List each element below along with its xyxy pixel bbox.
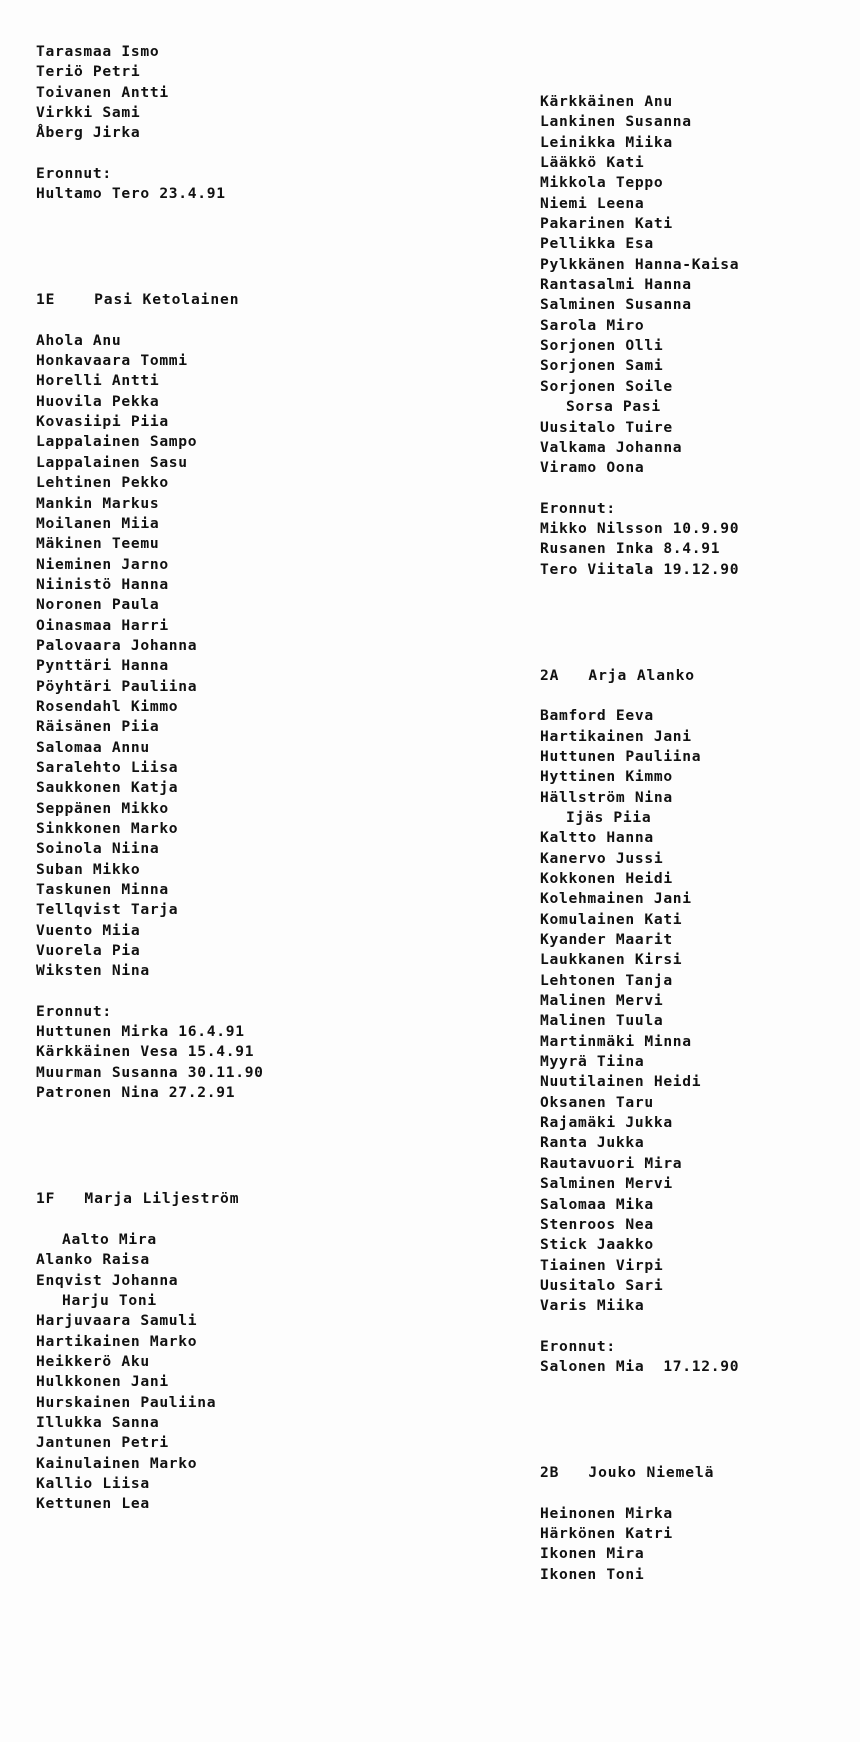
student-name: Malinen Tuula	[540, 1012, 664, 1030]
name-list	[540, 706, 860, 1316]
student-name: Sorjonen Soile	[540, 377, 673, 395]
student-name: Mankin Markus	[36, 494, 160, 512]
student-name: Hartikainen Marko	[36, 1332, 198, 1350]
vertical-gap	[36, 204, 456, 290]
student-name: Nieminen Jarno	[36, 555, 169, 573]
vertical-gap	[540, 686, 860, 706]
vertical-gap	[540, 1317, 860, 1337]
student-name: Aalto Mira	[62, 1230, 157, 1248]
student-name: Niemi Leena	[540, 194, 645, 212]
student-name: Harjuvaara Samuli	[36, 1312, 198, 1330]
right-column	[540, 0, 860, 1585]
resigned-label: Eronnut:	[36, 1002, 112, 1020]
vertical-gap	[36, 311, 456, 331]
name-list	[540, 1357, 860, 1377]
student-name: Lankinen Susanna	[540, 113, 692, 131]
student-name: Rautavuori Mira	[540, 1154, 683, 1172]
class-heading: 1E Pasi Ketolainen	[36, 291, 240, 309]
student-name: Lehtinen Pekko	[36, 474, 169, 492]
student-name: Seppänen Mikko	[36, 799, 169, 817]
name-list	[36, 1230, 456, 1515]
student-name: Mikkola Teppo	[540, 174, 664, 192]
vertical-gap	[36, 1210, 456, 1230]
student-name: Salminen Mervi	[540, 1175, 673, 1193]
resigned-label: Eronnut:	[540, 499, 616, 517]
student-name: Tarasmaa Ismo	[36, 43, 160, 60]
name-list	[540, 519, 860, 580]
student-name: Rantasalmi Hanna	[540, 276, 692, 294]
student-name: Noronen Paula	[36, 596, 160, 614]
resigned-entry: Tero Viitala 19.12.90	[540, 560, 740, 578]
student-name: Pellikka Esa	[540, 235, 654, 253]
class-heading: 1F Marja Liljeström	[36, 1190, 240, 1208]
student-name: Komulainen Kati	[540, 910, 683, 928]
student-name: Heikkerö Aku	[36, 1352, 150, 1370]
class-section	[540, 580, 860, 1317]
student-name: Stenroos Nea	[540, 1215, 654, 1233]
student-name: Viramo Oona	[540, 459, 645, 477]
student-name: Vuorela Pia	[36, 942, 141, 960]
student-name: Sinkkonen Marko	[36, 820, 179, 837]
student-name: Kettunen Lea	[36, 1495, 150, 1513]
student-name: Hulkkonen Jani	[36, 1373, 169, 1391]
name-list-continuation	[540, 92, 860, 479]
student-name: Uusitalo Sari	[540, 1276, 664, 1294]
student-name: Horelli Antti	[36, 372, 160, 390]
student-name: Rosendahl Kimmo	[36, 697, 179, 715]
student-name: Ahola Anu	[36, 331, 122, 349]
student-name: Härkönen Katri	[540, 1524, 673, 1542]
student-name: Hurskainen Pauliina	[36, 1393, 217, 1411]
vertical-gap	[540, 1484, 860, 1504]
student-name: Toivanen Antti	[36, 83, 169, 101]
student-name: Leinikka Miika	[540, 133, 673, 151]
vertical-gap	[540, 580, 860, 666]
student-name: Pynttäri Hanna	[36, 657, 169, 675]
resigned-entry: Mikko Nilsson 10.9.90	[540, 519, 740, 537]
student-name: Virkki Sami	[36, 104, 141, 122]
student-name: Kaltto Hanna	[540, 829, 654, 847]
resigned-entry: Patronen Nina 27.2.91	[36, 1084, 236, 1102]
student-name: Ijäs Piia	[566, 808, 652, 826]
resigned-entry: Hultamo Tero 23.4.91	[36, 185, 226, 203]
name-list	[36, 1022, 456, 1103]
name-list	[540, 92, 860, 479]
student-name: Lappalainen Sasu	[36, 453, 188, 471]
student-name: Honkavaara Tommi	[36, 352, 188, 370]
resigned-label: Eronnut:	[540, 1337, 616, 1355]
resigned-entry: Muurman Susanna 30.11.90	[36, 1063, 264, 1081]
student-name: Pakarinen Kati	[540, 215, 673, 233]
student-name: Hartikainen Jani	[540, 727, 692, 745]
student-name: Pylkkänen Hanna-Kaisa	[540, 255, 740, 273]
student-name: Salminen Susanna	[540, 296, 692, 314]
student-name: Suban Mikko	[36, 860, 141, 878]
student-name: Hällström Nina	[540, 788, 673, 806]
student-name: Sorjonen Olli	[540, 337, 664, 355]
student-name: Kallio Liisa	[36, 1474, 150, 1492]
student-name: Oinasmaa Harri	[36, 616, 169, 634]
student-name: Sorsa Pasi	[566, 398, 661, 416]
student-name: Kainulainen Marko	[36, 1454, 198, 1472]
class-section	[540, 1377, 860, 1585]
student-name: Kovasiipi Piia	[36, 413, 169, 431]
name-list	[36, 184, 456, 204]
student-name: Teriö Petri	[36, 63, 141, 81]
student-name: Ikonen Toni	[540, 1565, 645, 1583]
student-name: Illukka Sanna	[36, 1413, 160, 1431]
student-name: Kanervo Jussi	[540, 849, 664, 867]
student-name: Saralehto Liisa	[36, 758, 179, 776]
student-name: Sorjonen Sami	[540, 357, 664, 375]
student-name: Harju Toni	[62, 1291, 157, 1309]
student-name: Ranta Jukka	[540, 1134, 645, 1152]
class-section	[36, 204, 456, 981]
name-list	[36, 331, 456, 982]
name-list	[36, 42, 456, 144]
resigned-label: Eronnut:	[36, 164, 112, 182]
resigned-section	[36, 982, 456, 1104]
student-name: Ikonen Mira	[540, 1545, 645, 1563]
resigned-section	[540, 1317, 860, 1378]
resigned-section	[36, 144, 456, 205]
vertical-gap	[540, 1377, 860, 1463]
student-name: Nuutilainen Heidi	[540, 1073, 702, 1091]
class-heading: 2B Jouko Niemelä	[540, 1464, 715, 1482]
student-name: Räisänen Piia	[36, 718, 160, 736]
name-list-continuation	[36, 42, 456, 144]
student-name: Pöyhtäri Pauliina	[36, 677, 198, 695]
student-name: Mäkinen Teemu	[36, 535, 160, 553]
student-name: Wiksten Nina	[36, 962, 150, 980]
student-name: Varis Miika	[540, 1297, 645, 1315]
left-column	[36, 0, 456, 1515]
student-name: Alanko Raisa	[36, 1251, 150, 1269]
student-name: Tellqvist Tarja	[36, 901, 179, 919]
student-name: Hyttinen Kimmo	[540, 768, 673, 786]
student-name: Enqvist Johanna	[36, 1271, 179, 1289]
resigned-entry: Kärkkäinen Vesa 15.4.91	[36, 1043, 255, 1061]
student-name: Rajamäki Jukka	[540, 1114, 673, 1132]
resigned-entry: Rusanen Inka 8.4.91	[540, 540, 721, 558]
student-name: Åberg Jirka	[36, 124, 141, 142]
vertical-gap	[36, 982, 456, 1002]
name-list	[540, 1504, 860, 1585]
student-name: Kärkkäinen Anu	[540, 93, 673, 110]
student-name: Salomaa Annu	[36, 738, 150, 756]
student-name: Saukkonen Katja	[36, 779, 179, 797]
student-name: Martinmäki Minna	[540, 1032, 692, 1050]
student-name: Kyander Maarit	[540, 931, 673, 949]
student-name: Laukkanen Kirsi	[540, 951, 683, 969]
student-name: Bamford Eeva	[540, 707, 654, 725]
resigned-entry: Salonen Mia 17.12.90	[540, 1357, 740, 1375]
student-name: Sarola Miro	[540, 316, 645, 334]
student-name: Soinola Niina	[36, 840, 160, 858]
student-name: Kolehmainen Jani	[540, 890, 692, 908]
vertical-gap	[540, 479, 860, 499]
student-name: Myyrä Tiina	[540, 1053, 645, 1071]
vertical-gap	[36, 144, 456, 164]
student-name: Uusitalo Tuire	[540, 418, 673, 436]
student-name: Stick Jaakko	[540, 1236, 654, 1254]
student-name: Oksanen Taru	[540, 1093, 654, 1111]
resigned-section	[540, 479, 860, 580]
resigned-entry: Huttunen Mirka 16.4.91	[36, 1023, 245, 1041]
vertical-gap	[36, 1103, 456, 1189]
student-name: Lehtonen Tanja	[540, 971, 673, 989]
student-name: Kokkonen Heidi	[540, 870, 673, 887]
student-name: Heinonen Mirka	[540, 1504, 673, 1522]
student-name: Moilanen Miia	[36, 514, 160, 532]
student-name: Valkama Johanna	[540, 438, 683, 456]
student-name: Salomaa Mika	[540, 1195, 654, 1213]
student-name: Huttunen Pauliina	[540, 747, 702, 765]
student-name: Tiainen Virpi	[540, 1256, 664, 1274]
student-name: Palovaara Johanna	[36, 636, 198, 654]
student-name: Malinen Mervi	[540, 992, 664, 1010]
student-name: Lappalainen Sampo	[36, 433, 198, 451]
student-name: Vuento Miia	[36, 921, 141, 939]
class-heading: 2A Arja Alanko	[540, 666, 695, 684]
student-name: Niinistö Hanna	[36, 575, 169, 593]
student-name: Taskunen Minna	[36, 881, 169, 899]
student-name: Lääkkö Kati	[540, 154, 645, 172]
student-name: Jantunen Petri	[36, 1434, 169, 1452]
class-section	[36, 1103, 456, 1514]
student-name: Huovila Pekka	[36, 392, 160, 410]
